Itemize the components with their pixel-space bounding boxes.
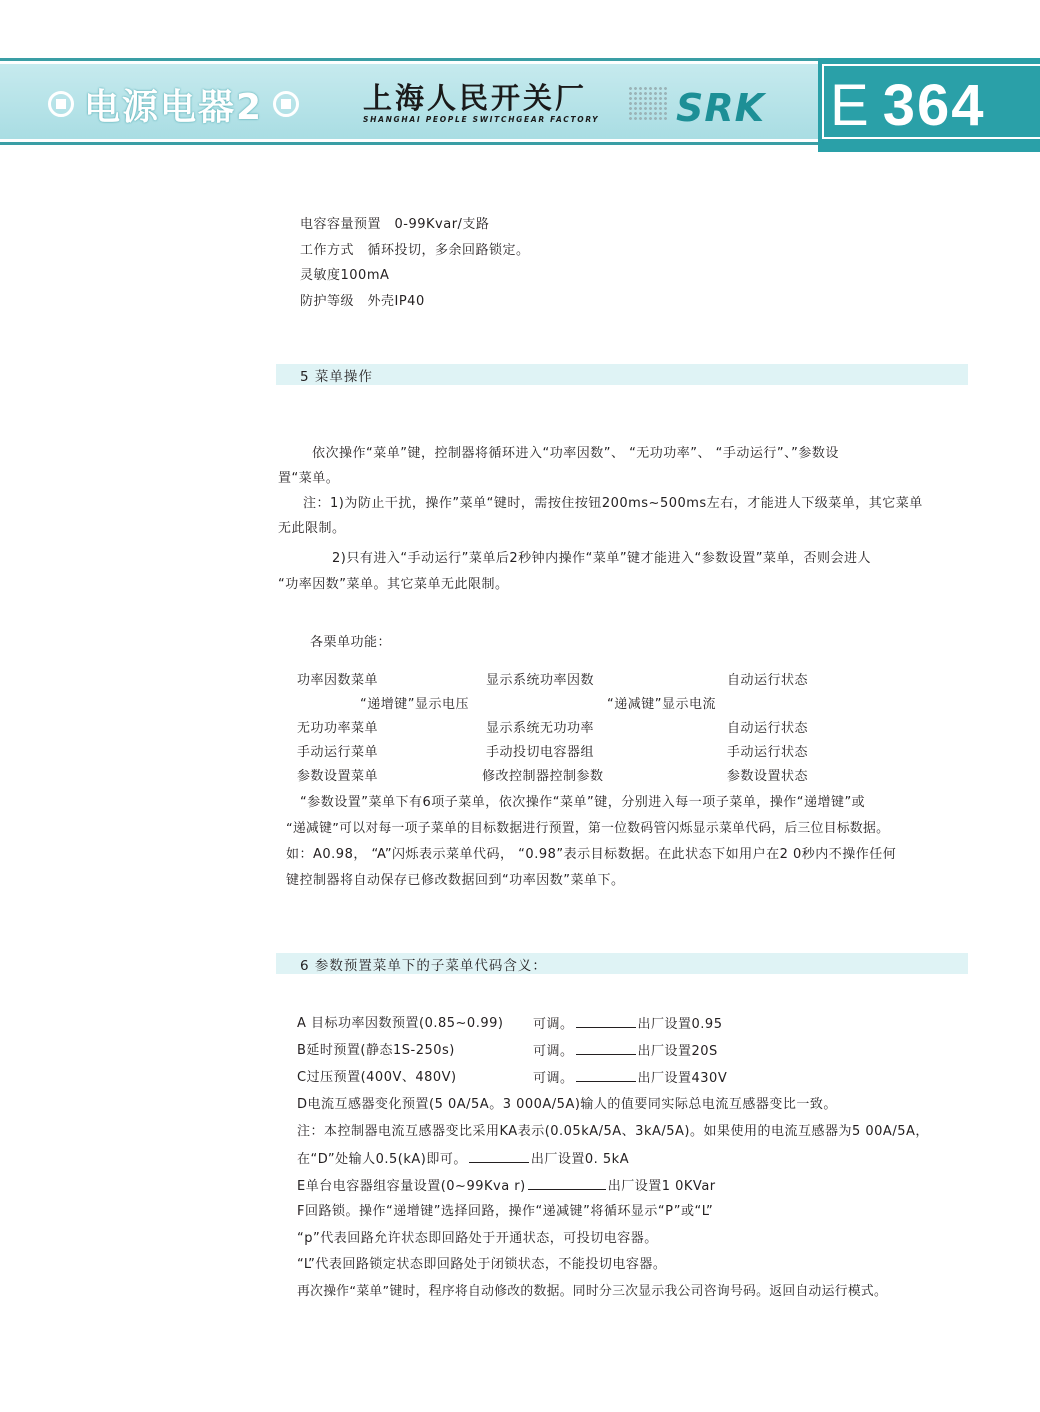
paragraph-line: 如：A0.98， “A”闪烁表示菜单代码， “0.98”表示目标数据。在此状态下如用户在2 0秒内不操作任何 <box>286 847 897 862</box>
section-heading-bar <box>276 364 968 385</box>
param-line: 再次操作“菜单”键时，程序将自动修改的数据。同时分三次显示我公司咨询号码。返回自动运行模式。 <box>297 1284 888 1299</box>
circle-bullet-icon <box>48 91 74 117</box>
note-line: 无此限制。 <box>278 521 346 536</box>
function-state: 自动运行状态 <box>727 673 809 688</box>
param-label: B延时预置(静态1S-250s) <box>297 1043 455 1058</box>
spec-line: 灵敏度100mA <box>300 268 390 283</box>
param-label: A 目标功率因数预置(0.85~0.99) <box>297 1016 504 1031</box>
note-line: 注：1)为防止干扰，操作”菜单“键时，需按住按钮200ms~500ms左右，才能进人下级菜单，其它菜单 <box>303 496 923 511</box>
functions-title: 各栗单功能： <box>310 635 392 650</box>
param-line: “p”代表回路允许状态即回路处于开通状态，可投切电容器。 <box>297 1231 658 1246</box>
function-name: 功率因数菜单 <box>297 673 379 688</box>
function-sub: “递减键”显示电流 <box>607 697 716 712</box>
header-top-rule <box>0 58 818 61</box>
note-line: “功率因数”菜单。其它菜单无此限制。 <box>278 577 509 592</box>
blank-line <box>576 1069 636 1082</box>
param-note <box>297 1150 629 1169</box>
blank-line <box>576 1042 636 1055</box>
param-factory: 出厂设置20S <box>637 1044 718 1059</box>
function-desc: 手动投切电容器组 <box>486 745 595 760</box>
spec-line: 工作方式 循环投切，多余回路锁定。 <box>300 243 530 258</box>
function-sub: “递增键”显示电压 <box>360 697 469 712</box>
param-label: E单台电容器组容量设置(0~99Kva r) <box>297 1179 526 1194</box>
page-number-digits: 364 <box>882 73 986 138</box>
blank-line <box>469 1150 529 1163</box>
param-setting <box>533 1015 722 1034</box>
section-heading: 5 菜单操作 <box>300 369 373 385</box>
section-title-text: 电源电器2 <box>84 86 264 128</box>
company-name-cn: 上海人民开关厂 <box>363 81 588 115</box>
section-heading-bar <box>276 953 968 974</box>
param-line: F回路锁。操作“递增键”选择回路，操作“递减键”将循环显示“P”或“L” <box>297 1204 714 1219</box>
paragraph-line: “参数设置”菜单下有6项子菜单，依次操作“菜单”键，分别进入每一项子菜单，操作“递增键”或 <box>300 795 866 810</box>
param-line: “L”代表回路锁定状态即回路处于闭锁状态，不能投切电容器。 <box>297 1257 667 1272</box>
function-state: 参数设置状态 <box>727 769 809 784</box>
page-header <box>0 58 1040 152</box>
paragraph-line: 依次操作“菜单”键，控制器将循环进入“功率因数”、 “无功功率”、 “手动运行”、”参数设 <box>312 446 839 461</box>
param-note-text: 在“D”处输人0.5(kA)即可。 <box>297 1152 467 1167</box>
function-desc: 修改控制器控制参数 <box>482 769 604 784</box>
blank-line <box>576 1015 636 1028</box>
page-letter: E <box>830 73 871 138</box>
param-adjustable: 可调。 <box>533 1017 574 1032</box>
dot-pattern-icon <box>628 86 668 122</box>
function-name: 参数设置菜单 <box>297 769 379 784</box>
spec-line: 防护等级 外壳IP40 <box>300 294 425 309</box>
circle-bullet-icon <box>273 91 299 117</box>
function-name: 无功功率菜单 <box>297 721 379 736</box>
param-setting <box>533 1042 718 1061</box>
paragraph-line: 键控制器将自动保存已修改数据回到“功率因数”菜单下。 <box>286 873 625 888</box>
function-state: 手动运行状态 <box>727 745 809 760</box>
page-number <box>830 72 985 139</box>
spec-line: 电容容量预置 0-99Kvar/支路 <box>300 217 490 232</box>
function-state: 自动运行状态 <box>727 721 809 736</box>
param-factory: 出厂设置0. 5kA <box>530 1152 630 1167</box>
param-setting <box>533 1069 727 1088</box>
header-bottom-rule <box>0 142 818 145</box>
note-line: 2)只有进入“手动运行”菜单后2秒钟内操作“菜单”键才能进入“参数设置”菜单，否则会进人 <box>332 551 872 566</box>
param-note: 注：本控制器电流互感器变比采用KA表示(0.05kA/5A、3kA/5A)。如果使用的电流互感器为5 00A/5A， <box>297 1124 929 1139</box>
paragraph-line: “递减键”可以对每一项子菜单的目标数据进行预置，第一位数码管闪烁显示菜单代码，后三位目标数据。 <box>286 821 890 836</box>
function-desc: 显示系统无功功率 <box>486 721 595 736</box>
param-label: C过压预置(400V、480V) <box>297 1070 457 1085</box>
paragraph-line: 置“菜单。 <box>278 471 340 486</box>
section-heading: 6 参数预置菜单下的子菜单代码含义： <box>300 958 547 974</box>
blank-line <box>528 1177 606 1190</box>
param-line <box>297 1177 716 1196</box>
srk-logo: SRK <box>676 86 766 130</box>
param-factory: 出厂设置430V <box>637 1071 728 1086</box>
param-adjustable: 可调。 <box>533 1044 574 1059</box>
function-name: 手动运行菜单 <box>297 745 379 760</box>
param-factory: 出厂设置1 0KVar <box>607 1179 716 1194</box>
function-desc: 显示系统功率因数 <box>486 673 595 688</box>
section-title <box>48 80 299 128</box>
param-adjustable: 可调。 <box>533 1071 574 1086</box>
param-line: D电流互感器变化预置(5 0A/5A。3 000A/5A)输人的值要同实际总电流互感器变比一致。 <box>297 1097 837 1112</box>
param-factory: 出厂设置0.95 <box>637 1017 723 1032</box>
company-name <box>363 81 603 124</box>
company-name-en: SHANGHAI PEOPLE SWITCHGEAR FACTORY <box>363 115 600 124</box>
